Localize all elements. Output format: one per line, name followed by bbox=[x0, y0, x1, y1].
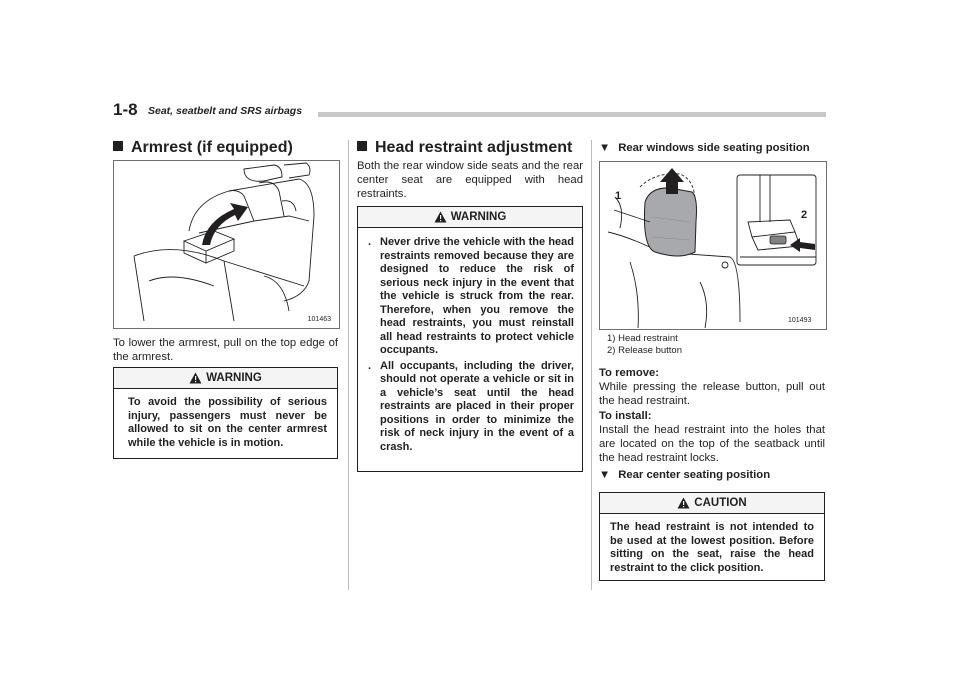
header-rule bbox=[318, 112, 826, 117]
square-bullet-icon bbox=[357, 141, 367, 151]
head-restraint-intro: Both the rear window side seats and the rear center seat are equipped with head restraints. bbox=[357, 160, 583, 200]
figure-captions bbox=[607, 333, 825, 357]
figure-id: 101493 bbox=[788, 317, 812, 324]
caption-item: 1) Head restraint bbox=[607, 333, 678, 344]
chapter-title: Seat, seatbelt and SRS airbags bbox=[148, 105, 303, 117]
warning-item: . All occupants, including the driver, should not operate a vehicle or sit in a vehicle’s seat until the head restraints are placed in their proper positions in order to minimize the risk of neck injury in the event of a crash. bbox=[368, 359, 574, 453]
caution-triangle-icon bbox=[677, 497, 690, 509]
armrest-illustration bbox=[114, 161, 339, 328]
caption-item: 2) Release button bbox=[607, 345, 682, 356]
triangle-bullet-icon: ▼ bbox=[599, 142, 611, 154]
head-restraint-figure bbox=[599, 161, 827, 330]
subheading-center-seating: ▼ Rear center seating position bbox=[599, 469, 771, 481]
install-label: To install: bbox=[599, 410, 652, 422]
warning-item: . Never drive the vehicle with the head restraints removed because they are designed to reduce the risk of serious neck injury in the event that the vehicle is struck from the rear. Therefore, when you remove the head restraints, you must reinstall all head restraints to protect vehicle occupants. bbox=[368, 236, 574, 356]
warning-header: WARNING bbox=[358, 207, 582, 228]
caution-box bbox=[599, 492, 825, 581]
warning-triangle-icon bbox=[189, 372, 202, 384]
remove-label: To remove: bbox=[599, 367, 660, 379]
armrest-instruction: To lower the armrest, pull on the top edge of the armrest. bbox=[113, 337, 338, 363]
callout-label: 1 bbox=[615, 190, 622, 202]
armrest-figure bbox=[113, 160, 340, 329]
warning-list bbox=[358, 228, 582, 462]
square-bullet-icon bbox=[113, 141, 123, 151]
armrest-warning-box bbox=[113, 367, 338, 459]
subheading-side-seating: ▼ Rear windows side seating position bbox=[599, 142, 810, 154]
section-heading-head-restraint: Head restraint adjustment bbox=[357, 139, 572, 157]
callout-label: 2 bbox=[801, 209, 808, 221]
triangle-bullet-icon: ▼ bbox=[599, 469, 611, 481]
figure-id: 101463 bbox=[307, 316, 331, 323]
head-restraint-illustration bbox=[600, 162, 826, 329]
section-heading-armrest: Armrest (if equipped) bbox=[113, 139, 293, 157]
remove-text: While pressing the release button, pull out the head restraint. bbox=[599, 381, 825, 407]
head-restraint-warning-box bbox=[357, 206, 583, 472]
caution-text: The head restraint is not intended to be used at the lowest position. Before sitting on the seat, raise the head restraint to the click position. bbox=[610, 521, 814, 574]
column-divider bbox=[348, 140, 349, 590]
warning-header: WARNING bbox=[114, 368, 337, 389]
caution-header: CAUTION bbox=[600, 493, 824, 514]
install-text: Install the head restraint into the holes that are located on the top of the seatback until the head restraint locks. bbox=[599, 424, 825, 464]
column-divider bbox=[591, 140, 592, 590]
warning-text: To avoid the possibility of serious injury, passengers must never be allowed to sit on the center armrest while the vehicle is in motion. bbox=[128, 396, 327, 449]
page-number: 1-8 bbox=[113, 100, 138, 119]
warning-triangle-icon bbox=[434, 211, 447, 223]
